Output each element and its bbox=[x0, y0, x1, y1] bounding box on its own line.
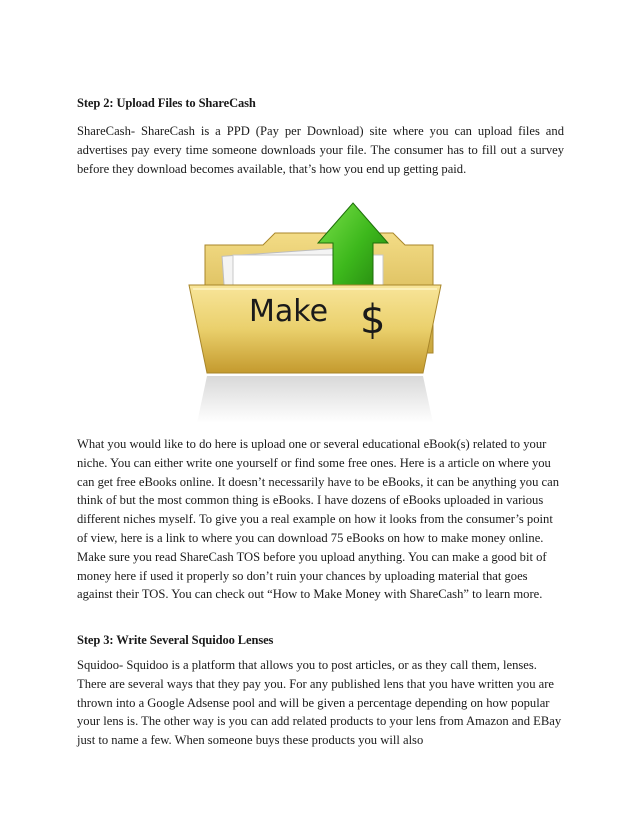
step-2-heading: Step 2: Upload Files to ShareCash bbox=[77, 96, 256, 110]
step-2-intro-paragraph: ShareCash- ShareCash is a PPD (Pay per Download) site where you can upload files and advertises pay every time someone downloads your file. The consumer has to fill out a survey before they download becomes available, that’s how you end up getting paid. bbox=[77, 124, 564, 176]
step-2-body-paragraph: What you would like to do here is upload one or several educational eBook(s) related to your niche. You can either write one yourself or find some free ones. Here is a article on where you can get free eBooks online. It doesn’t necessarily have to be eBooks, it can be anything you can think of but the most common thing is eBooks. I have dozens of eBooks uploaded in various different niches myself. To give you a real example on how it looks from the consumer’s point of view, here is a link to where you can download 75 eBooks on how to make money online. Make sure you read ShareCash TOS before you upload anything. You can make a good bit of money here if used it properly so don’t ruin your chances by uploading material that goes against their TOS. You can check out “How to Make Money with ShareCash” to learn more. bbox=[77, 437, 560, 602]
step-3-heading: Step 3: Write Several Squidoo Lenses bbox=[77, 633, 274, 647]
make-money-folder-image bbox=[183, 193, 458, 423]
step-3-body-paragraph: Squidoo- Squidoo is a platform that allows you to post articles, or as they call them, lenses. There are several ways that they pay you. For any published lens that you have written you are thrown into a Google Adsense pool and will be given a percentage depending on how popular your lens is. The other way is you can add related products to your lens from Amazon and EBay just to name a few. When someone buys these products you will also bbox=[77, 658, 562, 748]
image-caption-dollar: $ bbox=[360, 297, 386, 343]
image-caption-make: Make bbox=[249, 294, 329, 329]
